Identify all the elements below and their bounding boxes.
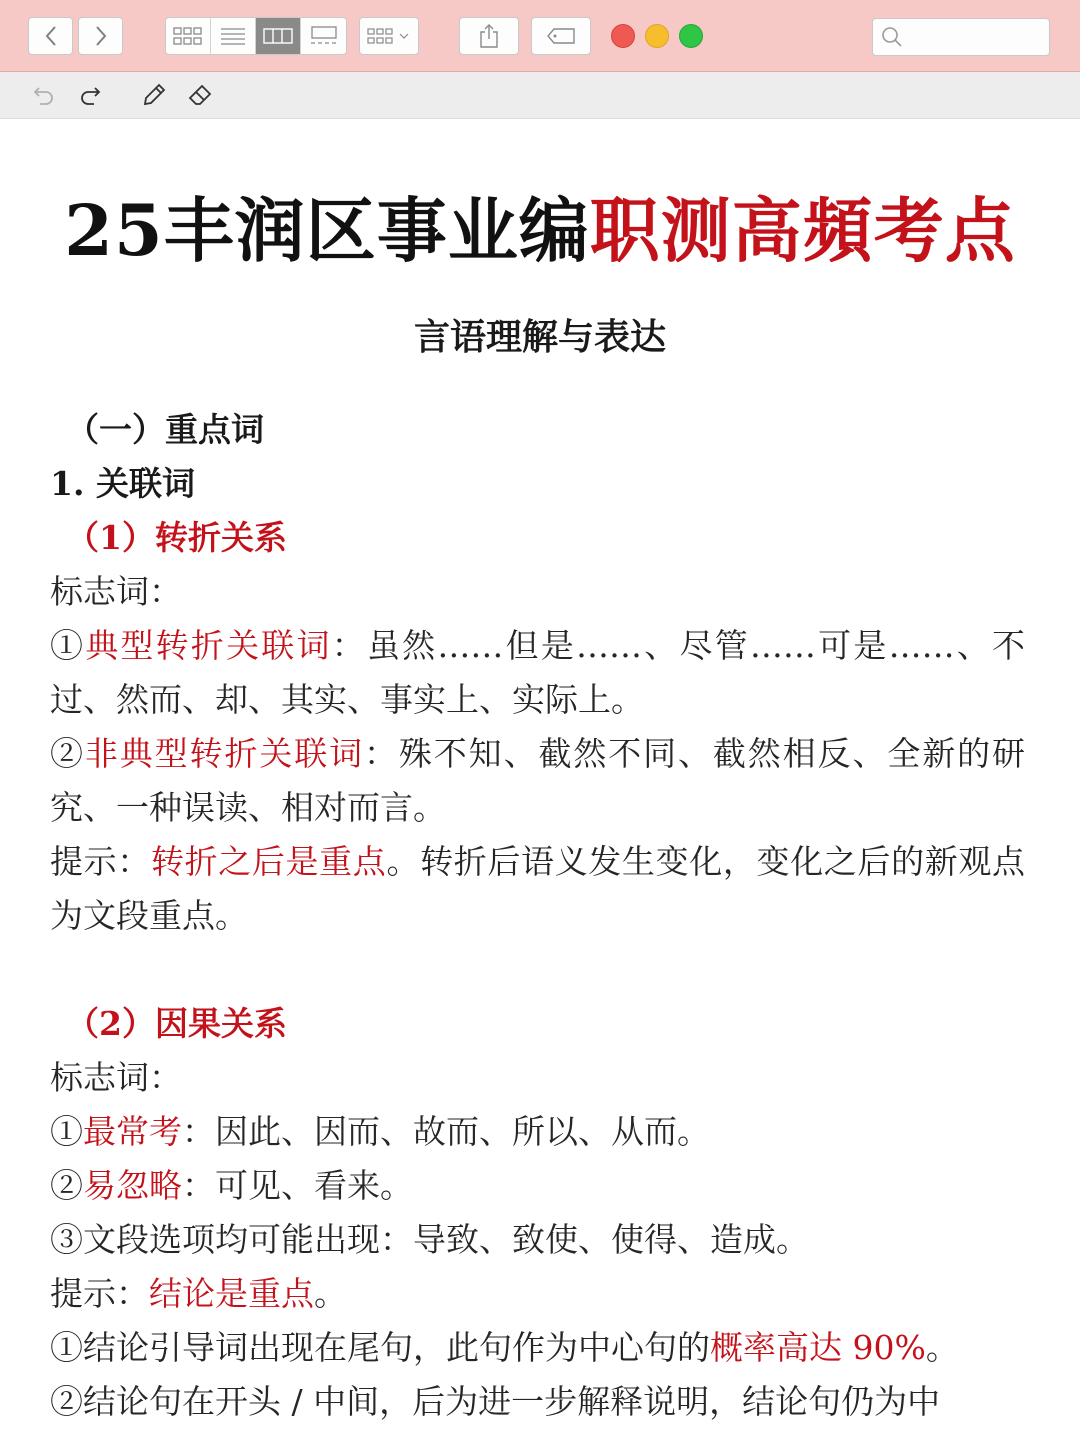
document-page	[0, 119, 1080, 1442]
arrange-icon	[367, 27, 411, 45]
tip-paragraph-causal	[50, 1267, 1025, 1321]
highlight-text: 易忽略	[83, 1166, 182, 1205]
document-body	[50, 403, 1025, 1429]
paragraph-typical-transition	[50, 619, 1025, 727]
highlight-text: 概率高达 90%	[710, 1328, 926, 1367]
item-number: ②	[50, 1166, 83, 1205]
gallery-view-icon	[309, 26, 339, 46]
eraser-button[interactable]	[184, 79, 216, 111]
list-view-icon	[220, 27, 246, 45]
column-view-icon	[263, 27, 293, 45]
share-icon	[478, 23, 500, 49]
edit-toolbar	[0, 72, 1080, 119]
list-item-most-common	[50, 1105, 1025, 1159]
marker-label: 标志词：	[50, 1058, 182, 1097]
paragraph-atypical-transition	[50, 727, 1025, 835]
item-number: ①	[50, 626, 86, 665]
tip-label: 提示：	[50, 842, 151, 881]
forward-icon	[94, 25, 108, 47]
body-text: ：殊不知、截然不同、截然相反、全新的研究、一种误读、相对而言。	[50, 734, 1026, 827]
body-text: ：因此、因而、故而、所以、从而。	[182, 1112, 710, 1151]
body-text: ：虽然……但是……、尽管……可是……、不过、然而、却、其实、事实上、实际上。	[50, 626, 1026, 719]
topic-heading-causal: （2）因果关系	[66, 1004, 287, 1043]
body-text: 。	[925, 1328, 959, 1367]
grid-view-button[interactable]	[166, 18, 211, 54]
undo-icon	[32, 84, 56, 106]
back-button[interactable]	[28, 17, 73, 55]
close-window-button[interactable]	[611, 24, 635, 48]
item-number: ①	[50, 1112, 83, 1151]
gallery-view-button[interactable]	[301, 18, 346, 54]
pencil-icon	[141, 82, 167, 108]
window-controls	[611, 24, 713, 48]
body-text: 。转折后语义发生变化，变化之后的新观点为文段重点。	[50, 842, 1026, 935]
highlight-text: 最常考	[83, 1112, 182, 1151]
zoom-window-button[interactable]	[679, 24, 703, 48]
navigation-group	[28, 17, 123, 55]
subsection-heading: 1. 关联词	[50, 464, 195, 503]
undo-button[interactable]	[28, 79, 60, 111]
redo-button[interactable]	[74, 79, 106, 111]
section-subtitle: 言语理解与表达	[413, 316, 666, 358]
tag-button[interactable]	[531, 17, 591, 55]
body-text: ①结论引导词出现在尾句，此句作为中心句的	[50, 1328, 710, 1367]
spacer	[50, 943, 1025, 997]
list-item-both-places: ③文段选项均可能出现：导致、致使、使得、造成。	[50, 1220, 809, 1259]
back-icon	[44, 25, 58, 47]
highlight-text: 典型转折关联词	[85, 626, 332, 665]
title-red-part: 职测高頻考点	[589, 189, 1016, 272]
list-item-easily-ignored	[50, 1159, 1025, 1213]
section-heading: （一）重点词	[66, 410, 264, 449]
marker-label: 标志词：	[50, 572, 182, 611]
window-toolbar	[0, 0, 1080, 72]
pencil-button[interactable]	[138, 79, 170, 111]
highlight-text: 结论是重点	[149, 1274, 314, 1313]
column-view-button[interactable]	[256, 18, 301, 54]
search-box[interactable]	[872, 18, 1050, 56]
list-view-button[interactable]	[211, 18, 256, 54]
conclusion-item-start: ②结论句在开头 / 中间，后为进一步解释说明，结论句仍为中	[50, 1382, 941, 1421]
body-text: 。	[314, 1274, 347, 1313]
topic-heading-transition: （1）转折关系	[66, 518, 287, 557]
grid-view-icon	[173, 27, 203, 45]
item-number: ②	[50, 734, 85, 773]
conclusion-item-end	[50, 1321, 1025, 1375]
tip-label: 提示：	[50, 1274, 149, 1313]
tag-icon	[546, 27, 576, 45]
search-input[interactable]	[909, 22, 1049, 52]
highlight-text: 非典型转折关联词	[84, 734, 365, 773]
body-text: ：可见、看来。	[182, 1166, 413, 1205]
eraser-icon	[187, 82, 213, 108]
search-icon	[881, 26, 903, 48]
share-button[interactable]	[459, 17, 519, 55]
page-title	[0, 175, 1080, 276]
title-black-part: 25丰润区事业编	[64, 189, 590, 272]
highlight-text: 转折之后是重点	[150, 842, 387, 881]
view-mode-group	[165, 17, 347, 55]
minimize-window-button[interactable]	[645, 24, 669, 48]
redo-icon	[78, 84, 102, 106]
forward-button[interactable]	[78, 17, 123, 55]
tip-paragraph-transition	[50, 835, 1025, 943]
arrange-dropdown[interactable]	[359, 17, 419, 55]
